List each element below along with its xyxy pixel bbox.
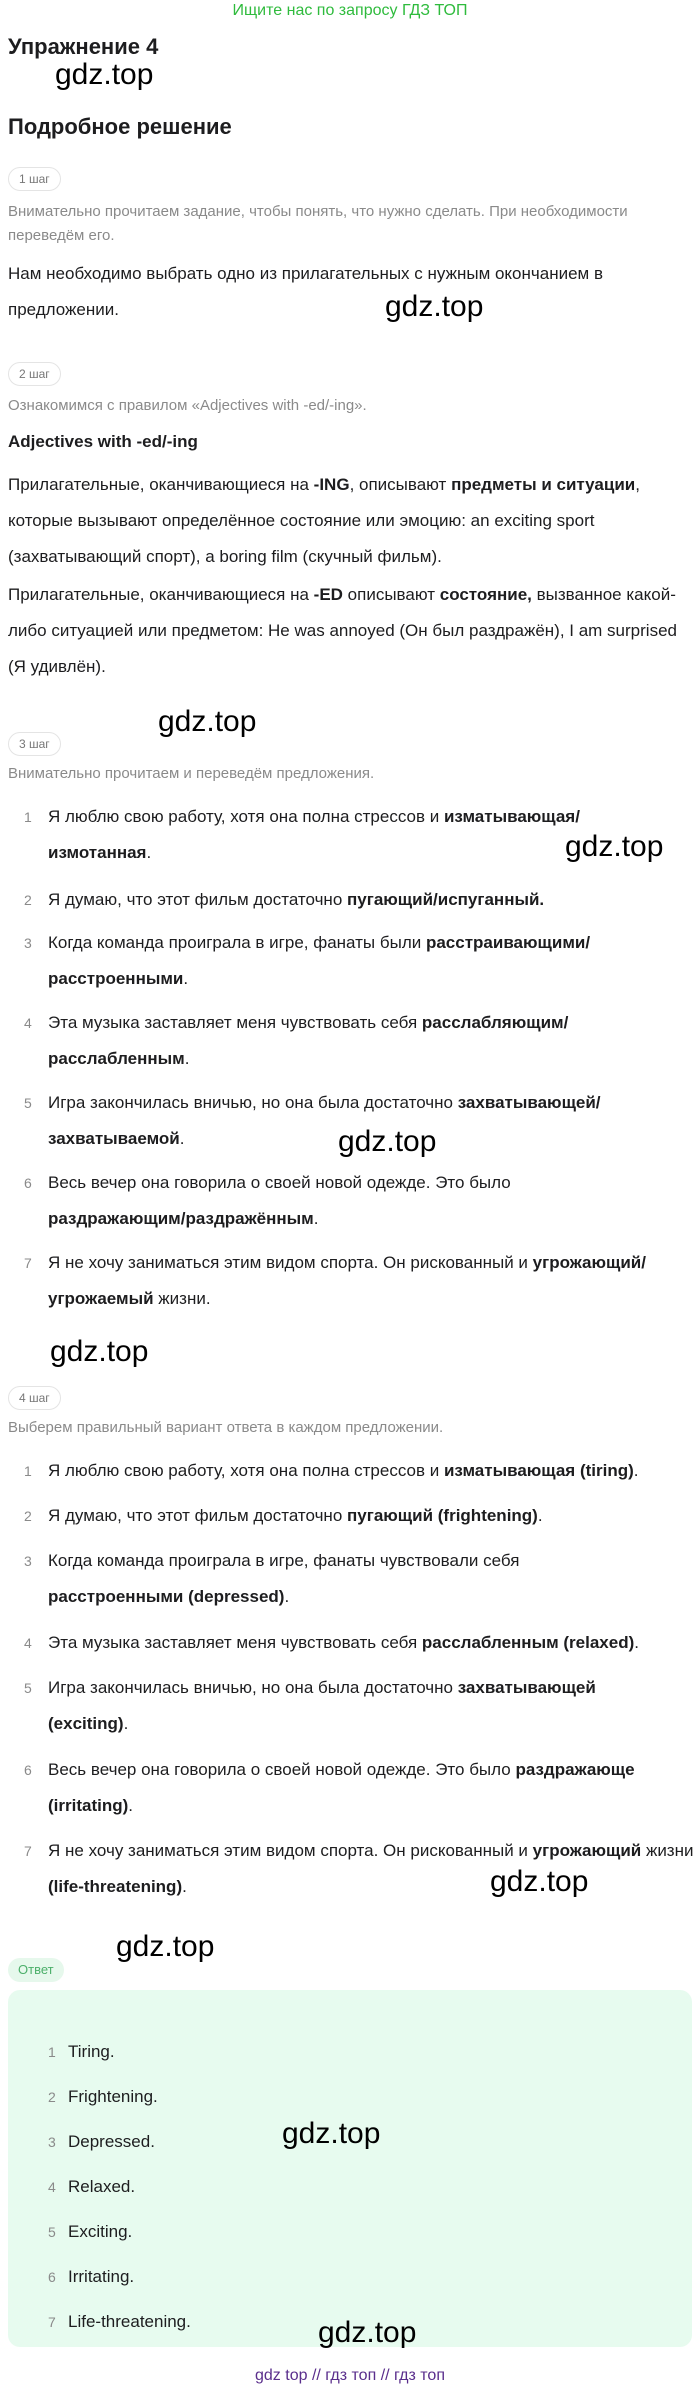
watermark: gdz.top xyxy=(282,2117,381,2150)
step-1-chip: 1 шаг xyxy=(8,167,61,191)
step-1-hint: Внимательно прочитаем задание, чтобы понять, что нужно сделать. При необходимости переведём его. xyxy=(8,203,628,244)
step-2-chip: 2 шаг xyxy=(8,362,61,386)
list-item: 6 Весь вечер она говорила о своей новой одежде. Это было раздражающе (irritating). xyxy=(24,1760,635,1815)
watermark: gdz.top xyxy=(116,1930,215,1963)
list-item: 3 Когда команда проиграла в игре, фанаты были расстраивающими/ расстроенными. xyxy=(24,933,591,988)
footer-links xyxy=(0,2364,700,2388)
rule-paragraph-ing: Прилагательные, оканчивающиеся на -ING, описывают предметы и ситуации, которые вызывают определённое состояние или эмоцию: an exciting sport (захватывающий спорт), a boring film (скучный фильм). xyxy=(8,475,640,566)
watermark: gdz.top xyxy=(338,1125,437,1158)
watermark: gdz.top xyxy=(385,290,484,323)
list-item: 7 Я не хочу заниматься этим видом спорта. Он рискованный и угрожающий жизни (life-threatening). xyxy=(24,1841,694,1896)
watermark: gdz.top xyxy=(158,705,257,738)
step-3-hint: Внимательно прочитаем и переведём предложения. xyxy=(8,765,375,782)
watermark: gdz.top xyxy=(50,1335,149,1368)
list-item: 2 Я думаю, что этот фильм достаточно пугающий/испуганный. xyxy=(24,890,545,909)
watermark: gdz.top xyxy=(318,2316,417,2349)
page-title: Упражнение 4 xyxy=(8,34,159,59)
solution-title: Подробное решение xyxy=(8,114,232,139)
footer-link[interactable]: гдз топ xyxy=(325,2367,377,2384)
list-item: 1 Я люблю свою работу, хотя она полна стрессов и изматывающая (tiring). xyxy=(24,1461,639,1480)
rule-heading: Adjectives with -ed/-ing xyxy=(8,432,198,451)
step-4-chip: 4 шаг xyxy=(8,1386,61,1410)
list-item: 6 Весь вечер она говорила о своей новой одежде. Это было раздражающим/раздражённым. xyxy=(24,1173,511,1228)
footer-link[interactable]: гдз топ xyxy=(394,2367,445,2384)
watermark: gdz.top xyxy=(565,830,664,863)
list-item: 2 Я думаю, что этот фильм достаточно пугающий (frightening). xyxy=(24,1506,543,1525)
step-2-hint: Ознакомимся с правилом «Adjectives with -ed/-ing». xyxy=(8,397,367,414)
watermark: gdz.top xyxy=(490,1865,589,1898)
list-item: 4 Эта музыка заставляет меня чувствовать себя расслабленным (relaxed). xyxy=(24,1633,639,1652)
step-4-hint: Выберем правильный вариант ответа в каждом предложении. xyxy=(8,1419,444,1436)
list-item: 1 Я люблю свою работу, хотя она полна стрессов и изматывающая/ измотанная. xyxy=(24,807,580,862)
footer-separator: // xyxy=(380,2367,390,2384)
list-item: 4 Эта музыка заставляет меня чувствовать себя расслабляющим/ расслабленным. xyxy=(24,1013,569,1068)
footer-link[interactable]: gdz top xyxy=(255,2367,308,2384)
list-item: 3 Когда команда проиграла в игре, фанаты чувствовали себя расстроенными (depressed). xyxy=(24,1551,520,1606)
watermark: gdz.top xyxy=(55,58,154,91)
list-item: 5 Игра закончилась вничью, но она была достаточно захватывающей (exciting). xyxy=(24,1678,596,1733)
footer-separator: // xyxy=(311,2367,321,2384)
step-3-chip: 3 шаг xyxy=(8,732,61,756)
rule-paragraph-ed: Прилагательные, оканчивающиеся на -ED описывают состояние, вызванное какой-либо ситуацией или предметом: He was annoyed (Он был раздражён), I am surprised (Я удивлён). xyxy=(8,585,677,676)
step-1-text: Нам необходимо выбрать одно из прилагательных с нужным окончанием в предложении. xyxy=(8,264,603,319)
list-item: 7 Я не хочу заниматься этим видом спорта. Он рискованный и угрожающий/ угрожаемый жизни. xyxy=(24,1253,646,1308)
promo-link[interactable]: Ищите нас по запросу ГДЗ ТОП xyxy=(232,2,468,19)
list-item: 5 Игра закончилась вничью, но она была достаточно захватывающей/ захватываемой. xyxy=(24,1093,601,1148)
answer-box: 1 Tiring. 2 Frightening. 3 Depressed. 4 Relaxed. 5 Exciting. 6 Irritating. 7 Life-threatening. xyxy=(8,1990,692,2347)
answer-chip: Ответ xyxy=(8,1958,64,1982)
